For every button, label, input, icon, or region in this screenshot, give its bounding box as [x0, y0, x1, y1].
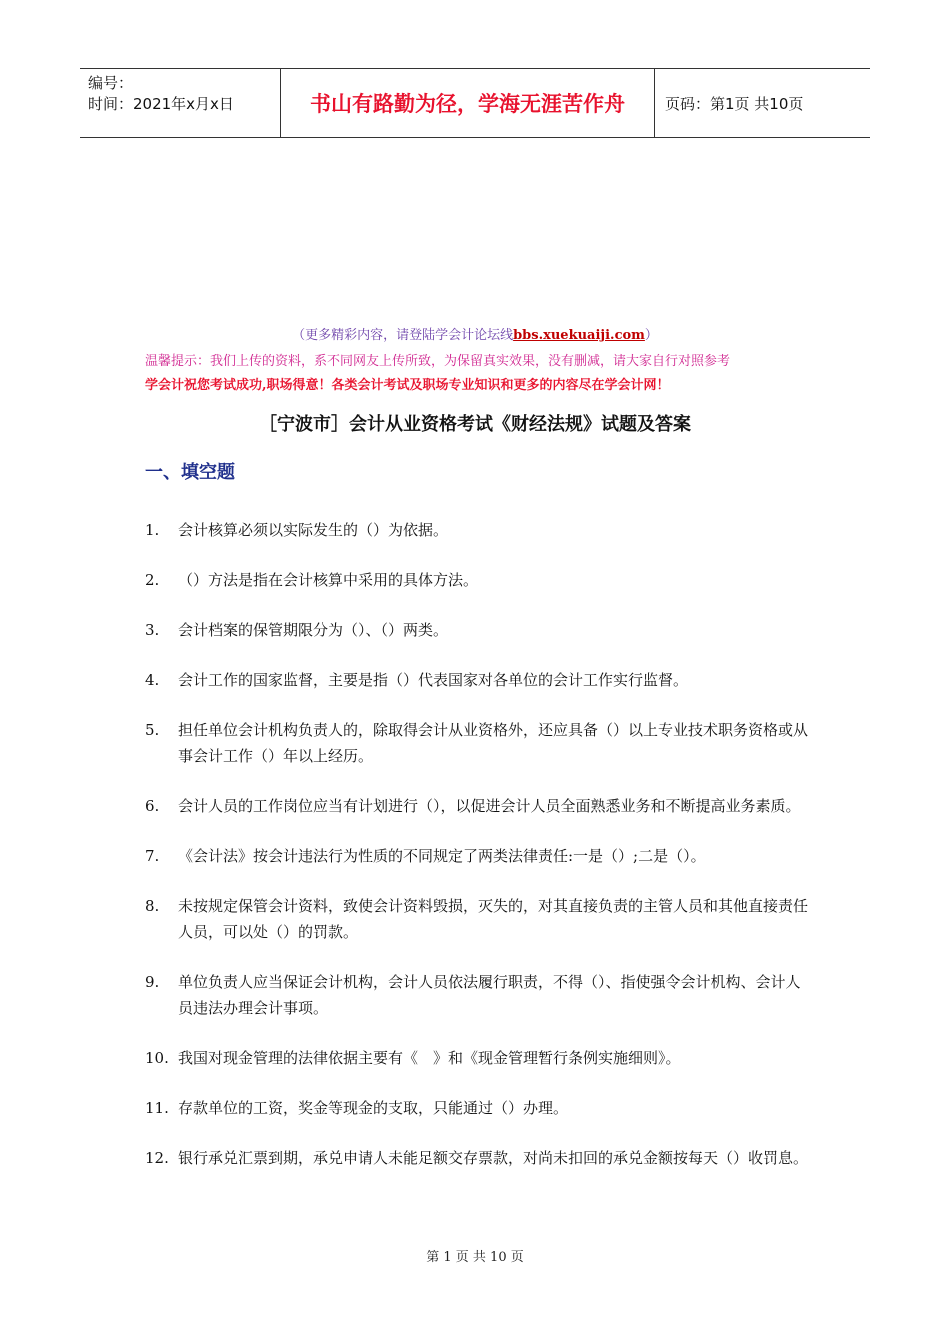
question-item: [145, 969, 810, 1021]
question-item: [145, 717, 810, 769]
forum-link[interactable]: bbs.xuekuaiji.com: [513, 328, 645, 343]
forum-notice: [0, 324, 950, 343]
question-item: [145, 1145, 810, 1171]
question-text: 银行承兑汇票到期，承兑申请人未能足额交存票款，对尚未扣回的承兑金额按每天（）收罚息。: [178, 1149, 809, 1167]
question-item: [145, 843, 810, 869]
number-label: 编号：: [88, 74, 134, 92]
question-number: 12.: [145, 1149, 169, 1167]
question-number: 11.: [145, 1099, 169, 1117]
question-number: 5.: [145, 721, 160, 739]
question-number: 7.: [145, 847, 160, 865]
question-item: [145, 617, 810, 643]
header-page-number: 页码：第1页 共10页: [665, 94, 804, 113]
question-item: [145, 1095, 810, 1121]
section-heading: 一、填空题: [145, 462, 235, 483]
page-footer: 第 1 页 共 10 页: [426, 1250, 524, 1265]
question-number: 9.: [145, 973, 160, 991]
header-motto: 书山有路勤为径，学海无涯苦作舟: [281, 69, 655, 137]
reminder-notice: 温馨提示：我们上传的资料，系不同网友上传所致，为保留真实效果，没有删减，请大家自行对照参考: [145, 354, 731, 369]
question-number: 6.: [145, 797, 160, 815]
question-item: [145, 1045, 810, 1071]
question-number: 1.: [145, 521, 160, 539]
question-text: 会计工作的国家监督，主要是指（）代表国家对各单位的会计工作实行监督。: [178, 671, 689, 689]
question-number: 8.: [145, 897, 160, 915]
question-text: 单位负责人应当保证会计机构，会计人员依法履行职责，不得（）、指使强令会计机构、会计人员违法办理会计事项。: [178, 973, 801, 1017]
question-text: 会计人员的工作岗位应当有计划进行（），以促进会计人员全面熟悉业务和不断提高业务素质。: [178, 797, 801, 815]
header-table: [80, 68, 870, 138]
forum-notice-suffix: ）: [644, 328, 658, 343]
question-text: 《会计法》按会计违法行为性质的不同规定了两类法律责任:一是（）;二是（）。: [178, 847, 706, 865]
header-meta: [80, 69, 281, 137]
question-number: 3.: [145, 621, 160, 639]
question-text: 担任单位会计机构负责人的，除取得会计从业资格外，还应具备（）以上专业技术职务资格或从事会计工作（）年以上经历。: [178, 721, 809, 765]
question-item: [145, 567, 810, 593]
question-item: [145, 793, 810, 819]
question-text: 存款单位的工资，奖金等现金的支取，只能通过（）办理。: [178, 1099, 569, 1117]
question-item: [145, 517, 810, 543]
question-number: 10.: [145, 1049, 169, 1067]
document-title: ［宁波市］会计从业资格考试《财经法规》试题及答案: [259, 414, 691, 435]
question-item: [145, 667, 810, 693]
question-text: 会计核算必须以实际发生的（）为依据。: [178, 521, 449, 539]
question-item: [145, 893, 810, 945]
question-list: [145, 517, 810, 1195]
question-text: 未按规定保管会计资料，致使会计资料毁损，灭失的，对其直接负责的主管人员和其他直接责任人员，可以处（）的罚款。: [178, 897, 809, 941]
question-text: 我国对现金管理的法律依据主要有《 》和《现金管理暂行条例实施细则》。: [178, 1049, 681, 1067]
forum-notice-prefix: （更多精彩内容，请登陆学会计论坛线: [292, 328, 514, 343]
question-number: 2.: [145, 571, 160, 589]
question-number: 4.: [145, 671, 160, 689]
promo-notice: 学会计祝您考试成功,职场得意！各类会计考试及职场专业知识和更多的内容尽在学会计网！: [145, 378, 670, 393]
question-text: （）方法是指在会计核算中采用的具体方法。: [178, 571, 479, 589]
question-text: 会计档案的保管期限分为（）、（）两类。: [178, 621, 449, 639]
time-label: 时间：2021年x月x日: [88, 95, 234, 113]
